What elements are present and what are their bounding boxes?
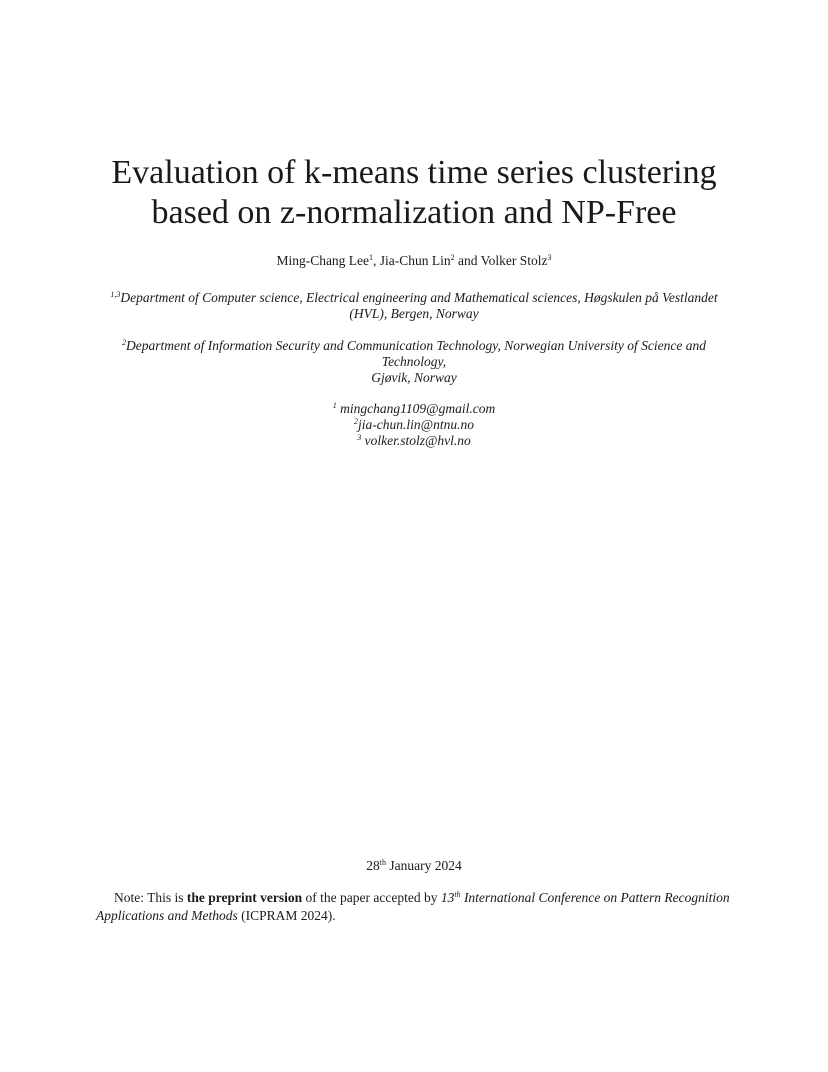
date-suffix: th (379, 858, 386, 867)
note-suffix: (ICPRAM 2024). (237, 908, 336, 923)
email-address: jia-chun.lin@ntnu.no (358, 417, 474, 432)
affiliation-text: Gjøvik, Norway (371, 370, 457, 385)
author-affil-mark: 1 (369, 253, 374, 262)
affiliation-2 (100, 338, 728, 386)
email-address: volker.stolz@hvl.no (364, 433, 471, 448)
email-address: mingchang1109@gmail.com (340, 401, 496, 416)
conference-number: 13 (440, 890, 455, 905)
email-mark: 1 (332, 401, 337, 410)
email-item (0, 417, 828, 433)
publication-date (0, 858, 828, 874)
email-item (0, 401, 828, 417)
affiliation-mark: 1,3 (110, 290, 121, 299)
author-name: Volker Stolz (480, 253, 548, 268)
email-mark: 3 (357, 433, 362, 442)
author-separator: and (454, 253, 481, 268)
note-middle: of the paper accepted by (302, 890, 441, 905)
affiliation-text: (HVL), Bergen, Norway (349, 306, 479, 321)
author-list (0, 253, 828, 269)
affiliation-1 (0, 290, 828, 322)
email-list (0, 401, 828, 449)
paper-title-line-2: based on z-normalization and NP-Free (151, 194, 677, 231)
email-mark: 2 (354, 417, 359, 426)
preprint-note (96, 889, 746, 925)
author-separator: , (373, 253, 380, 268)
conference-name: International Conference on Pattern Recognition Applications and Methods (96, 890, 730, 923)
affiliation-text: Department of Information Security and Communication Technology, Norwegian University of Science and (126, 338, 706, 353)
date-day: 28 (366, 858, 380, 873)
author-affil-mark: 2 (450, 253, 455, 262)
author-affil-mark: 3 (547, 253, 552, 262)
note-prefix: Note: This is (114, 890, 187, 905)
paper-title-line-1: Evaluation of k-means time series clustering (111, 154, 717, 191)
note-bold: the preprint version (186, 890, 303, 905)
author-name: Ming-Chang Lee (276, 253, 370, 268)
author-name: Jia-Chun Lin (379, 253, 451, 268)
date-rest: January 2024 (386, 858, 462, 873)
affiliation-text: Technology, (381, 354, 447, 369)
conference-number-suffix: th (454, 890, 461, 899)
email-item (0, 433, 828, 449)
affiliation-text: Department of Computer science, Electrical engineering and Mathematical sciences, Høgskulen på Vestlandet (120, 290, 718, 305)
affiliation-mark: 2 (122, 338, 127, 347)
